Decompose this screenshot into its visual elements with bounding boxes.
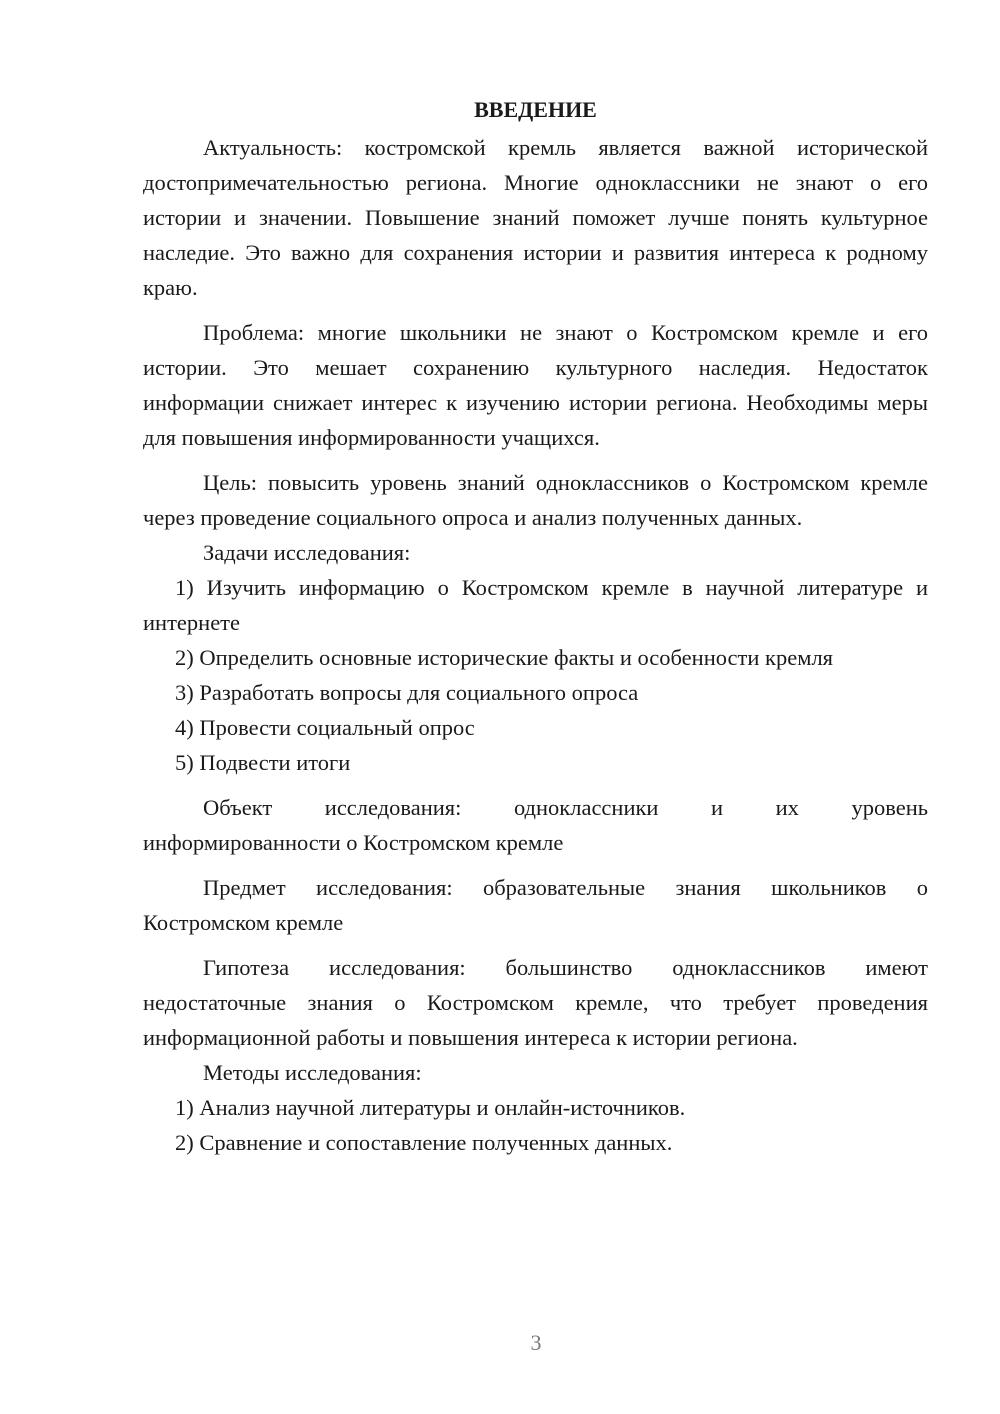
- task-item-2: 2) Определить основные исторические факты и особенности кремля: [175, 645, 834, 670]
- paragraph-object: [143, 790, 928, 860]
- object-line-1: Объект исследования: одноклассники и их уровень: [203, 795, 928, 820]
- section-title: ВВЕДЕНИЕ: [474, 97, 597, 122]
- page-number: 3: [530, 1330, 542, 1355]
- methods-heading: Методы исследования:: [203, 1060, 422, 1085]
- paragraph-goal: Цель: повысить уровень знаний одноклассников о Костромском кремле через проведение социального опроса и анализ полученных данных.: [143, 470, 928, 530]
- task-item-1: 1) Изучить информацию о Костромском кремле в научной литературе и интернете: [143, 575, 928, 635]
- tasks-heading: Задачи исследования:: [203, 540, 411, 565]
- paragraph-problem: Проблема: многие школьники не знают о Костромском кремле и его истории. Это мешает сохранению культурного наследия. Недостаток информации снижает интерес к изучению истории региона. Необходимы меры для повышения информированности учащихся.: [143, 320, 928, 450]
- method-item-1: 1) Анализ научной литературы и онлайн-источников.: [175, 1095, 686, 1120]
- paragraph-subject: Предмет исследования: образовательные знания школьников о Костромском кремле: [143, 875, 928, 935]
- task-item-5: 5) Подвести итоги: [175, 750, 351, 775]
- task-item-4: 4) Провести социальный опрос: [175, 715, 475, 740]
- page-content: [143, 92, 928, 1160]
- paragraph-relevance: Актуальность: костромской кремль является важной исторической достопримечательностью региона. Многие одноклассники не знают о его истории и значении. Повышение знаний поможет лучше понять культурное наследие. Это важно для сохранения истории и развития интереса к родному краю.: [143, 135, 928, 300]
- method-item-2: 2) Сравнение и сопоставление полученных данных.: [175, 1130, 673, 1155]
- task-item-3: 3) Разработать вопросы для социального опроса: [175, 680, 639, 705]
- paragraph-hypothesis: Гипотеза исследования: большинство одноклассников имеют недостаточные знания о Костромском кремле, что требует проведения информационной работы и повышения интереса к истории региона.: [143, 955, 928, 1050]
- object-line-2: информированности о Костромском кремле: [143, 830, 564, 855]
